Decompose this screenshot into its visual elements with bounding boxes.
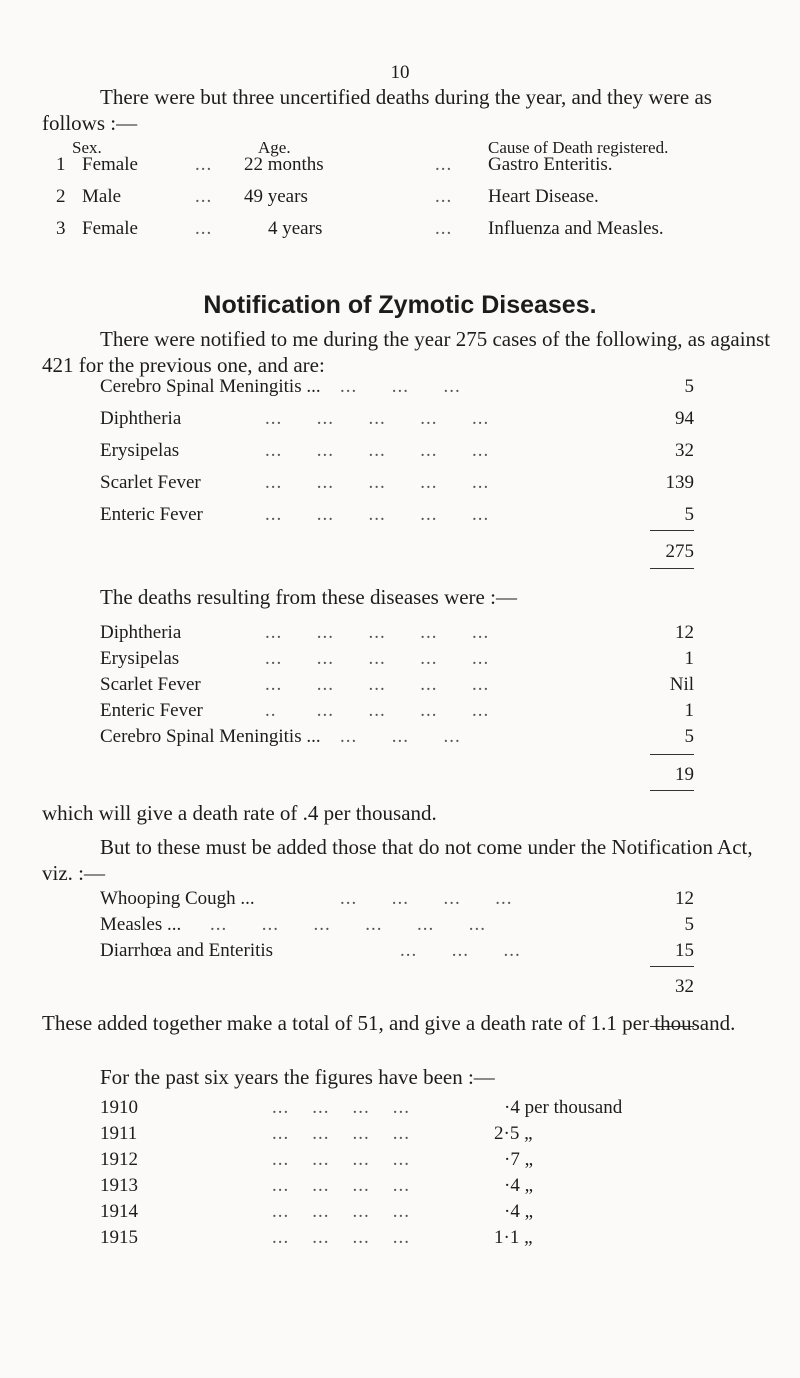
disease-count: 5 — [684, 376, 694, 397]
row-leader: ... — [435, 186, 453, 207]
section-heading: Notification of Zymotic Diseases. — [203, 291, 597, 319]
row-leader: .. ... ... ... ... — [265, 700, 490, 721]
sum-rule — [650, 568, 694, 569]
year-rate: 2·5 „ — [494, 1123, 533, 1144]
row-leader: ... ... ... ... — [340, 888, 513, 909]
total-paragraph: These added together make a total of 51, and give a death rate of 1.1 per thousand. — [42, 1011, 736, 1035]
death-count: 5 — [684, 726, 694, 747]
disease-label: Enteric Fever — [100, 700, 203, 721]
disease-count: 94 — [675, 408, 694, 429]
row-age: 4 years — [268, 218, 323, 239]
row-leader: ... ... ... — [340, 726, 461, 747]
disease-label: Measles ... — [100, 914, 182, 935]
intro-paragraph: There were but three uncertified deaths during the year, and they were as follows :— — [42, 85, 712, 135]
disease-label: Diphtheria — [100, 408, 182, 429]
row-num: 3 — [56, 218, 66, 239]
notified-total: 275 — [665, 541, 694, 562]
death-count: 1 — [684, 700, 694, 721]
row-leader: ... — [435, 154, 453, 175]
disease-label: Whooping Cough ... — [100, 888, 255, 909]
sum-rule — [650, 530, 694, 531]
death-count: 15 — [675, 940, 694, 961]
year-rate: ·4 „ — [504, 1201, 534, 1222]
notification-paragraph: There were notified to me during the year 275 cases of the following, as against 421 for the previous one, and are: — [42, 327, 771, 377]
row-leader: ... ... ... ... — [272, 1123, 410, 1144]
row-leader: ... ... ... ... — [272, 1201, 410, 1222]
disease-label: Scarlet Fever — [100, 674, 201, 695]
year-rate: ·4 per thousand — [504, 1097, 623, 1118]
row-leader: ... ... ... ... — [272, 1149, 410, 1170]
row-leader: ... ... ... — [400, 940, 521, 961]
page-number: 10 — [390, 62, 410, 83]
header-sex: Sex. — [72, 138, 102, 157]
year-rate: ·7 „ — [504, 1149, 534, 1170]
year-label: 1913 — [100, 1175, 138, 1196]
sum-rule — [650, 966, 694, 967]
disease-label: Erysipelas — [100, 440, 180, 461]
disease-label: Diphtheria — [100, 622, 182, 643]
death-count: 1 — [684, 648, 694, 669]
year-label: 1910 — [100, 1097, 138, 1118]
disease-label: Erysipelas — [100, 648, 180, 669]
row-leader: ... — [195, 154, 213, 175]
row-leader: ... ... ... ... — [272, 1097, 410, 1118]
row-leader: ... ... ... ... ... — [265, 472, 490, 493]
death-count: 12 — [675, 622, 694, 643]
disease-label: Cerebro Spinal Meningitis ... — [100, 376, 321, 397]
row-leader: ... ... ... — [340, 376, 461, 397]
deaths-total: 19 — [675, 764, 694, 785]
row-leader: ... ... ... ... ... — [265, 648, 490, 669]
row-sex: Female — [82, 218, 138, 239]
row-cause: Heart Disease. — [488, 186, 599, 207]
six-years-paragraph: For the past six years the figures have been :— — [100, 1065, 495, 1089]
year-rate: 1·1 „ — [494, 1227, 533, 1248]
sum-rule — [650, 790, 694, 791]
row-sex: Female — [82, 154, 138, 175]
year-label: 1914 — [100, 1201, 138, 1222]
header-age: Age. — [258, 138, 291, 157]
death-count: Nil — [669, 674, 694, 695]
disease-count: 5 — [684, 504, 694, 525]
row-leader: ... ... ... ... ... — [265, 408, 490, 429]
row-leader: ... ... ... ... ... — [265, 504, 490, 525]
disease-label: Enteric Fever — [100, 504, 203, 525]
row-num: 1 — [56, 154, 66, 175]
row-sex: Male — [82, 186, 122, 207]
additional-paragraph: But to these must be added those that do not come under the Notification Act, viz. :— — [42, 835, 753, 885]
deaths-paragraph: The deaths resulting from these diseases were :— — [100, 585, 517, 609]
year-rate: ·4 „ — [504, 1175, 534, 1196]
row-leader: ... — [195, 218, 213, 239]
row-leader: ... ... ... ... — [272, 1227, 410, 1248]
row-age: 49 years — [244, 186, 308, 207]
row-leader: ... ... ... ... ... — [265, 674, 490, 695]
disease-count: 32 — [675, 440, 694, 461]
row-leader: ... ... ... ... ... — [265, 622, 490, 643]
sum-rule — [650, 754, 694, 755]
year-label: 1915 — [100, 1227, 138, 1248]
header-cause: Cause of Death registered. — [488, 138, 669, 157]
row-leader: ... ... ... ... — [272, 1175, 410, 1196]
row-cause: Influenza and Measles. — [488, 218, 664, 239]
death-rate-paragraph: which will give a death rate of .4 per thousand. — [42, 801, 437, 825]
death-count: 12 — [675, 888, 694, 909]
row-num: 2 — [56, 186, 66, 207]
disease-label: Scarlet Fever — [100, 472, 201, 493]
disease-label: Diarrhœa and Enteritis — [100, 940, 274, 961]
row-leader: ... ... ... ... ... ... — [210, 914, 486, 935]
additional-total: 32 — [675, 976, 694, 997]
year-label: 1911 — [100, 1123, 138, 1144]
row-age: 22 months — [244, 154, 324, 175]
death-count: 5 — [684, 914, 694, 935]
row-leader: ... ... ... ... ... — [265, 440, 490, 461]
disease-label: Cerebro Spinal Meningitis ... — [100, 726, 321, 747]
row-leader: ... — [435, 218, 453, 239]
year-label: 1912 — [100, 1149, 138, 1170]
disease-count: 139 — [665, 472, 694, 493]
row-leader: ... — [195, 186, 213, 207]
row-cause: Gastro Enteritis. — [488, 154, 613, 175]
